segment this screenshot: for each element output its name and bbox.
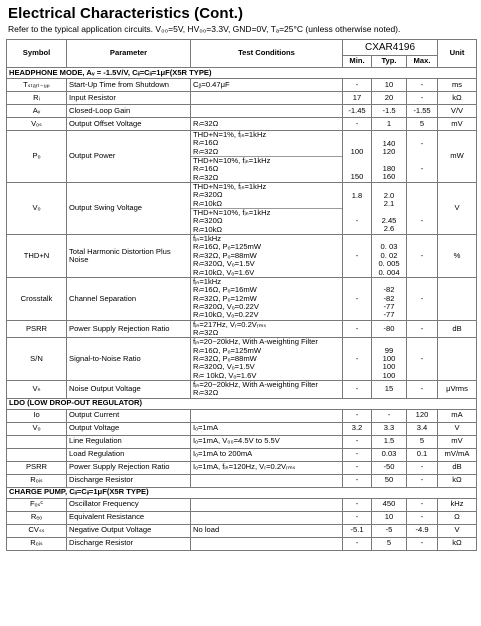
- unit-cell: μVrms: [438, 380, 477, 398]
- table-row: [7, 105, 477, 118]
- typ-value: 20: [384, 92, 394, 102]
- typ-value: 100: [382, 353, 396, 363]
- condition-line: fᵢₙ=20~20kHz, With A-weighting Filter: [193, 337, 318, 347]
- condition-line: Cᵦ=0.47μF: [193, 79, 230, 89]
- condition-line: Rₗ=32Ω, Pₒ=12mW: [193, 293, 257, 303]
- typ-value: 180: [382, 163, 396, 173]
- max-cell: -: [407, 511, 438, 524]
- max-cell: [407, 320, 438, 338]
- max-value: -: [420, 293, 424, 303]
- typ-value: 1: [386, 118, 392, 128]
- conditions-cell: [191, 131, 343, 183]
- min-cell: [343, 131, 372, 183]
- table-row: [7, 511, 477, 524]
- header-parameter: Parameter: [67, 40, 191, 68]
- unit-cell: V: [438, 183, 477, 235]
- max-value: [409, 173, 435, 181]
- conditions-cell: Iₒ=1mA to 200mA: [191, 448, 343, 461]
- min-cell: -: [343, 448, 372, 461]
- table-row: [7, 474, 477, 487]
- condition-line: THD+N=10%, fᵢₙ=1kHz: [193, 156, 271, 166]
- min-cell: -: [343, 537, 372, 550]
- symbol-cell: Crosstalk: [7, 277, 67, 320]
- table-row: [7, 380, 477, 398]
- unit-cell: mV: [438, 118, 477, 131]
- typ-cell: [372, 338, 407, 381]
- parameter-cell: Output Voltage: [67, 422, 191, 435]
- min-value: -: [355, 79, 359, 89]
- table-row: [7, 338, 477, 381]
- condition-line: fᵢₙ=217Hz, Vᵣ=0.2Vᵣₘₛ: [193, 319, 267, 329]
- max-cell: -: [407, 461, 438, 474]
- condition-line: Rₗ=32Ω: [193, 118, 219, 128]
- table-row: [7, 92, 477, 105]
- typ-cell: [372, 131, 407, 183]
- section-headphone-mode: HEADPHONE MODE, Aᵥ = -1.5V/V, Cᵢᵢ=Cᵢᵢ=1μF(X5R TYPE): [7, 68, 477, 79]
- min-cell: -5.1: [343, 524, 372, 537]
- condition-line: Rₗ=32Ω: [193, 388, 219, 398]
- max-value: [409, 311, 435, 319]
- parameter-cell: Output Swing Voltage: [67, 183, 191, 235]
- unit-cell: kΩ: [438, 537, 477, 550]
- unit-cell: mV/mA: [438, 448, 477, 461]
- parameter-cell: Output Power: [67, 131, 191, 183]
- typ-cell: 5: [372, 537, 407, 550]
- max-value: 5: [419, 118, 425, 128]
- typ-cell: 50: [372, 474, 407, 487]
- parameter-cell: Discharge Resistor: [67, 537, 191, 550]
- table-row: [7, 461, 477, 474]
- condition-line: Rₗ= 10kΩ, Vₒ=1.6V: [193, 370, 257, 380]
- typ-value: -80: [383, 323, 395, 333]
- min-value: [345, 225, 369, 233]
- symbol-cell: Pₒ: [7, 131, 67, 183]
- conditions-cell: [191, 511, 343, 524]
- parameter-cell: Total Harmonic Distortion Plus Noise: [67, 235, 191, 278]
- table-row: [7, 118, 477, 131]
- unit-cell: mV: [438, 435, 477, 448]
- condition-line: [193, 94, 340, 102]
- condition-line: Rₗ=16Ω: [193, 138, 219, 148]
- table-row: [7, 524, 477, 537]
- max-cell: 5: [407, 435, 438, 448]
- conditions-cell: [191, 338, 343, 381]
- symbol-cell: Vₒ: [7, 183, 67, 235]
- typ-value: 100: [382, 362, 396, 372]
- typ-value: 2.0: [383, 190, 395, 200]
- symbol-cell: PSRR: [7, 461, 67, 474]
- max-cell: -: [407, 537, 438, 550]
- symbol-cell: Vₒₛ: [7, 118, 67, 131]
- table-body: [7, 68, 477, 551]
- conditions-cell: [191, 474, 343, 487]
- min-value: -: [355, 353, 359, 363]
- unit-cell: kHz: [438, 498, 477, 511]
- max-value: -: [420, 250, 424, 260]
- header-max: Max.: [407, 56, 438, 68]
- typ-cell: [372, 235, 407, 278]
- min-value: -: [355, 118, 359, 128]
- symbol-cell: Rₑₒ: [7, 511, 67, 524]
- conditions-cell: [191, 537, 343, 550]
- conditions-cell: [191, 498, 343, 511]
- conditions-cell: No load: [191, 524, 343, 537]
- typ-cell: [372, 118, 407, 131]
- symbol-cell: [7, 435, 67, 448]
- conditions-cell: [191, 409, 343, 422]
- min-cell: 3.2: [343, 422, 372, 435]
- unit-cell: Ω: [438, 511, 477, 524]
- min-value: -: [355, 293, 359, 303]
- conditions-cell: Iₒ=1mA: [191, 422, 343, 435]
- table-row: [7, 235, 477, 278]
- symbol-cell: Rₒᵢₛ: [7, 537, 67, 550]
- max-value: -: [420, 92, 424, 102]
- condition-line: Rₗ=32Ω, Pₒ=88mW: [193, 250, 257, 260]
- min-value: -1.45: [348, 105, 366, 115]
- condition-line: fᵢₙ=1kHz: [193, 276, 222, 286]
- unit-cell: [438, 338, 477, 381]
- typ-value: -82: [383, 293, 395, 303]
- max-cell: [407, 235, 438, 278]
- symbol-cell: CVₛₛ: [7, 524, 67, 537]
- typ-cell: [372, 277, 407, 320]
- parameter-cell: Closed-Loop Gain: [67, 105, 191, 118]
- max-cell: -: [407, 498, 438, 511]
- parameter-cell: Negative Output Voltage: [67, 524, 191, 537]
- section-cp-title: CHARGE PUMP, Cᵢᵢ=Cᵢᵢ=1μF(X5R TYPE): [7, 487, 477, 498]
- max-cell: [407, 338, 438, 381]
- header-typ: Typ.: [372, 56, 407, 68]
- table-row: [7, 79, 477, 92]
- max-value: [409, 225, 435, 233]
- symbol-cell: S/N: [7, 338, 67, 381]
- typ-value: -1.5: [382, 105, 396, 115]
- typ-value: -77: [383, 301, 395, 311]
- table-row: [7, 498, 477, 511]
- electrical-characteristics-table: [6, 39, 477, 551]
- typ-cell: [372, 92, 407, 105]
- min-cell: [343, 79, 372, 92]
- condition-group: [191, 156, 342, 182]
- condition-line: THD+N=1%, fᵢₙ=1kHz: [193, 130, 267, 139]
- section-row: [7, 487, 477, 498]
- min-cell: [343, 277, 372, 320]
- min-cell: -: [343, 409, 372, 422]
- max-cell: [407, 131, 438, 183]
- table-row: [7, 435, 477, 448]
- max-cell: [407, 380, 438, 398]
- typ-cell: -: [372, 409, 407, 422]
- parameter-cell: Equivalent Resistance: [67, 511, 191, 524]
- table-row: [7, 277, 477, 320]
- max-value: -: [420, 215, 424, 225]
- parameter-cell: Load Regulation: [67, 448, 191, 461]
- table-row: [7, 131, 477, 183]
- unit-cell: kΩ: [438, 92, 477, 105]
- min-value: 1.8: [351, 190, 363, 200]
- min-cell: -: [343, 474, 372, 487]
- symbol-cell: [7, 448, 67, 461]
- typ-cell: 0.03: [372, 448, 407, 461]
- typ-value: 10: [384, 79, 394, 89]
- page-subtitle: Refer to the typical application circuits. V₀₀=5V, HV₀₀=3.3V, GND=0V, Tₐ=25°C (unless otherwise noted).: [8, 24, 401, 34]
- typ-cell: 450: [372, 498, 407, 511]
- conditions-cell: [191, 92, 343, 105]
- condition-line: Rₗ=320Ω, Vₒ=1.5V: [193, 362, 255, 372]
- typ-cell: [372, 183, 407, 235]
- max-value: -: [420, 138, 424, 148]
- conditions-cell: [191, 380, 343, 398]
- typ-cell: 1.5: [372, 435, 407, 448]
- min-cell: [343, 380, 372, 398]
- unit-cell: ms: [438, 79, 477, 92]
- parameter-cell: Output Current: [67, 409, 191, 422]
- max-cell: -4.9: [407, 524, 438, 537]
- max-cell: 3.4: [407, 422, 438, 435]
- max-value: -1.55: [413, 105, 431, 115]
- max-value: -: [420, 79, 424, 89]
- min-value: [345, 311, 369, 319]
- max-value: -: [420, 323, 424, 333]
- conditions-cell: [191, 183, 343, 235]
- typ-value: 160: [382, 172, 396, 182]
- typ-value: 0. 02: [380, 250, 398, 260]
- condition-line: Rₗ=16Ω, Pₒ=125mW: [193, 242, 262, 252]
- parameter-cell: Line Regulation: [67, 435, 191, 448]
- typ-value: -82: [383, 285, 395, 295]
- min-cell: -: [343, 498, 372, 511]
- min-cell: -: [343, 511, 372, 524]
- typ-value: 2.6: [383, 224, 395, 234]
- symbol-cell: Io: [7, 409, 67, 422]
- unit-cell: V: [438, 524, 477, 537]
- symbol-cell: PSRR: [7, 320, 67, 338]
- table-row: [7, 537, 477, 550]
- condition-line: Rₗ=10kΩ, Vₒ=1.6V: [193, 267, 255, 277]
- unit-cell: dB: [438, 320, 477, 338]
- max-cell: 0.1: [407, 448, 438, 461]
- min-value: 100: [350, 147, 364, 157]
- parameter-cell: Noise Output Voltage: [67, 380, 191, 398]
- max-cell: [407, 92, 438, 105]
- typ-value: 0. 005: [378, 259, 400, 269]
- max-cell: [407, 105, 438, 118]
- min-value: [345, 269, 369, 277]
- header-min: Min.: [343, 56, 372, 68]
- typ-value: 2.1: [383, 199, 395, 209]
- conditions-cell: Iₒ=1mA, fᵢₙ=120Hz, Vᵣ=0.2Vᵣₘₛ: [191, 461, 343, 474]
- typ-cell: [372, 79, 407, 92]
- min-cell: [343, 320, 372, 338]
- condition-line: Rₗ=320Ω: [193, 190, 223, 200]
- parameter-cell: Output Offset Voltage: [67, 118, 191, 131]
- parameter-cell: Oscillator Frequency: [67, 498, 191, 511]
- typ-value: -77: [383, 310, 395, 320]
- table-row: [7, 422, 477, 435]
- symbol-cell: Aᵥ: [7, 105, 67, 118]
- conditions-cell: [191, 277, 343, 320]
- min-cell: -: [343, 461, 372, 474]
- max-cell: -: [407, 474, 438, 487]
- unit-cell: mW: [438, 131, 477, 183]
- conditions-cell: [191, 105, 343, 118]
- min-cell: [343, 338, 372, 381]
- section-row: [7, 398, 477, 409]
- typ-value: 140: [382, 138, 396, 148]
- max-value: [409, 269, 435, 277]
- condition-line: Rₗ=10kΩ: [193, 198, 223, 208]
- parameter-cell: Power Supply Rejection Ratio: [67, 461, 191, 474]
- condition-line: Rₗ=320Ω: [193, 216, 223, 226]
- condition-line: THD+N=1%, fᵢₙ=1kHz: [193, 182, 267, 192]
- min-cell: [343, 235, 372, 278]
- typ-cell: 10: [372, 511, 407, 524]
- max-cell: [407, 79, 438, 92]
- table-header: [7, 40, 477, 68]
- condition-line: fᵢₙ=20~20kHz, With A-weighting Filter: [193, 379, 318, 389]
- min-cell: [343, 183, 372, 235]
- table-row: [7, 320, 477, 338]
- condition-line: THD+N=10%, fᵢₙ=1kHz: [193, 208, 271, 218]
- condition-line: [193, 107, 340, 115]
- min-cell: [343, 92, 372, 105]
- symbol-cell: Tₛₜₐᵣₜ₋ᵤₚ: [7, 79, 67, 92]
- typ-cell: [372, 380, 407, 398]
- symbol-cell: Rᵢ: [7, 92, 67, 105]
- condition-line: Rₗ=10kΩ, Vₒ=0.22V: [193, 310, 259, 320]
- condition-line: Rₗ=10kΩ: [193, 224, 223, 234]
- typ-cell: -5: [372, 524, 407, 537]
- typ-cell: -50: [372, 461, 407, 474]
- max-value: [409, 372, 435, 380]
- unit-cell: mA: [438, 409, 477, 422]
- symbol-cell: Vₙ: [7, 380, 67, 398]
- unit-cell: dB: [438, 461, 477, 474]
- page-title: Electrical Characteristics (Cont.): [8, 5, 244, 22]
- typ-value: 120: [382, 147, 396, 157]
- condition-line: Rₗ=32Ω: [193, 172, 219, 182]
- parameter-cell: Input Resistor: [67, 92, 191, 105]
- parameter-cell: Start-Up Time from Shutdown: [67, 79, 191, 92]
- condition-line: Rₗ=32Ω: [193, 327, 219, 337]
- parameter-cell: Signal-to-Noise Ratio: [67, 338, 191, 381]
- max-cell: [407, 183, 438, 235]
- min-value: 150: [350, 172, 364, 182]
- condition-line: Rₗ=16Ω, Pₒ=16mW: [193, 285, 257, 295]
- typ-value: 0. 03: [380, 242, 398, 252]
- max-value: -: [420, 163, 424, 173]
- unit-cell: V/V: [438, 105, 477, 118]
- min-value: -: [355, 250, 359, 260]
- unit-cell: [438, 277, 477, 320]
- max-value: -: [420, 384, 424, 394]
- condition-line: Rₗ=320Ω, Vₒ=0.22V: [193, 301, 259, 311]
- unit-cell: %: [438, 235, 477, 278]
- typ-cell: [372, 105, 407, 118]
- table-row: [7, 448, 477, 461]
- max-cell: [407, 277, 438, 320]
- condition-line: Rₗ=320Ω, Vₒ=1.5V: [193, 259, 255, 269]
- conditions-cell: [191, 235, 343, 278]
- unit-cell: kΩ: [438, 474, 477, 487]
- max-cell: 120: [407, 409, 438, 422]
- symbol-cell: THD+N: [7, 235, 67, 278]
- parameter-cell: Channel Separation: [67, 277, 191, 320]
- header-part-number: CXAR4196: [343, 40, 438, 56]
- condition-line: Rₗ=16Ω: [193, 164, 219, 174]
- condition-line: Rₗ=32Ω, Pₒ=88mW: [193, 353, 257, 363]
- min-value: 17: [352, 92, 362, 102]
- condition-line: Rₗ=16Ω, Pₒ=125mW: [193, 345, 262, 355]
- unit-cell: V: [438, 422, 477, 435]
- symbol-cell: Fₒₛᶜ: [7, 498, 67, 511]
- section-ldo-title: LDO (LOW DROP-OUT REGULATOR): [7, 398, 477, 409]
- header-conditions: Test Conditions: [191, 40, 343, 68]
- typ-value: 100: [382, 370, 396, 380]
- symbol-cell: Vₒ: [7, 422, 67, 435]
- table-row: [7, 183, 477, 235]
- parameter-cell: Power Supply Rejection Ratio: [67, 320, 191, 338]
- table-row: [7, 409, 477, 422]
- condition-line: Rₗ=32Ω: [193, 146, 219, 156]
- max-cell: [407, 118, 438, 131]
- typ-cell: 3.3: [372, 422, 407, 435]
- typ-value: 15: [384, 384, 394, 394]
- typ-value: 0. 004: [378, 267, 400, 277]
- min-value: -: [355, 215, 359, 225]
- typ-value: 2.45: [381, 215, 397, 225]
- min-value: -: [355, 323, 359, 333]
- min-value: -: [355, 384, 359, 394]
- min-value: [345, 372, 369, 380]
- header-symbol: Symbol: [7, 40, 67, 68]
- conditions-cell: Iₒ=1mA, V₀₀=4.5V to 5.5V: [191, 435, 343, 448]
- max-value: -: [420, 353, 424, 363]
- conditions-cell: [191, 320, 343, 338]
- header-unit: Unit: [438, 40, 477, 68]
- min-cell: [343, 118, 372, 131]
- condition-line: fᵢₙ=1kHz: [193, 234, 222, 244]
- symbol-cell: Rₒᵢₛ: [7, 474, 67, 487]
- min-cell: -: [343, 435, 372, 448]
- conditions-cell: [191, 118, 343, 131]
- parameter-cell: Discharge Resistor: [67, 474, 191, 487]
- min-cell: [343, 105, 372, 118]
- condition-group: [191, 208, 342, 234]
- conditions-cell: [191, 79, 343, 92]
- typ-value: 99: [384, 345, 394, 355]
- typ-cell: [372, 320, 407, 338]
